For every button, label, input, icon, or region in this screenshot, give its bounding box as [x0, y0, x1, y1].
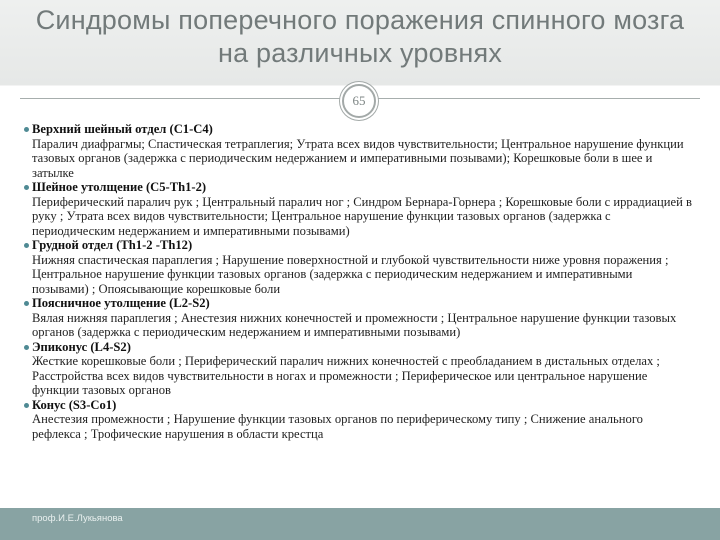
section-heading: Конус (S3-Co1): [32, 398, 692, 413]
section-cervical-enlargement: [32, 180, 692, 238]
bullet-icon: [24, 185, 29, 190]
section-body: Жесткие корешковые боли ; Периферический паралич нижних конечностей с преобладанием в дистальных отделах ; Расстройства всех видов чувствительности в ногах и промежности ; Периферическое или центральное нарушение функции тазовых органов: [32, 354, 660, 397]
section-body: Вялая нижняя параплегия ; Анестезия нижних конечностей и промежности ; Центральное нарушение функции тазовых органов (задержка с периодическим недержанием и императивными позывами): [32, 310, 677, 339]
bullet-icon: [24, 345, 29, 350]
section-body: Анестезия промежности ; Нарушение функции тазовых органов по периферическому типу ; Снижение анального рефлекса ; Трофические нарушения в области крестца: [32, 412, 643, 441]
section-lumbar-enlargement: [32, 296, 692, 340]
section-upper-cervical: [32, 122, 692, 180]
footer-author: проф.И.Е.Лукьянова: [32, 513, 123, 524]
section-epiconus: [32, 340, 692, 398]
slide-content: [32, 122, 692, 441]
bullet-icon: [24, 243, 29, 248]
section-body: Паралич диафрагмы; Спастическая тетраплегия; Утрата всех видов чувствительности; Центральное нарушение функции тазовых органов (задержка с периодическим недержанием и императивными позывами); Корешковые боли в шее и затылке: [32, 136, 684, 180]
bullet-icon: [24, 127, 29, 132]
section-heading: Шейное утолщение (С5-Th1-2): [32, 180, 692, 195]
section-heading: Верхний шейный отдел (С1-С4): [32, 122, 692, 137]
section-thoracic: [32, 238, 692, 296]
section-heading: Поясничное утолщение (L2-S2): [32, 296, 692, 311]
slide-title: Синдромы поперечного поражения спинного мозга на различных уровнях: [35, 5, 685, 68]
page-number-badge: 65: [342, 84, 376, 118]
section-heading: Грудной отдел (Th1-2 -Th12): [32, 238, 692, 253]
section-body: Периферический паралич рук ; Центральный паралич ног ; Синдром Бернара-Горнера ; Корешковые боли с иррадиацией в руку ; Утрата всех видов чувствительности; Центральное нарушение функции тазовых органов (задержка с периодическим недержанием и императивными позывами): [32, 194, 692, 238]
bullet-icon: [24, 403, 29, 408]
section-heading: Эпиконус (L4-S2): [32, 340, 692, 355]
section-conus: [32, 398, 692, 442]
bullet-icon: [24, 301, 29, 306]
section-body: Нижняя спастическая параплегия ; Нарушение поверхностной и глубокой чувствительности ниже уровня поражения ; Центральное нарушение функции тазовых органов (задержка с периодическим недержанием и императивными позывами) ; Опоясывающие корешковые боли: [32, 252, 669, 296]
